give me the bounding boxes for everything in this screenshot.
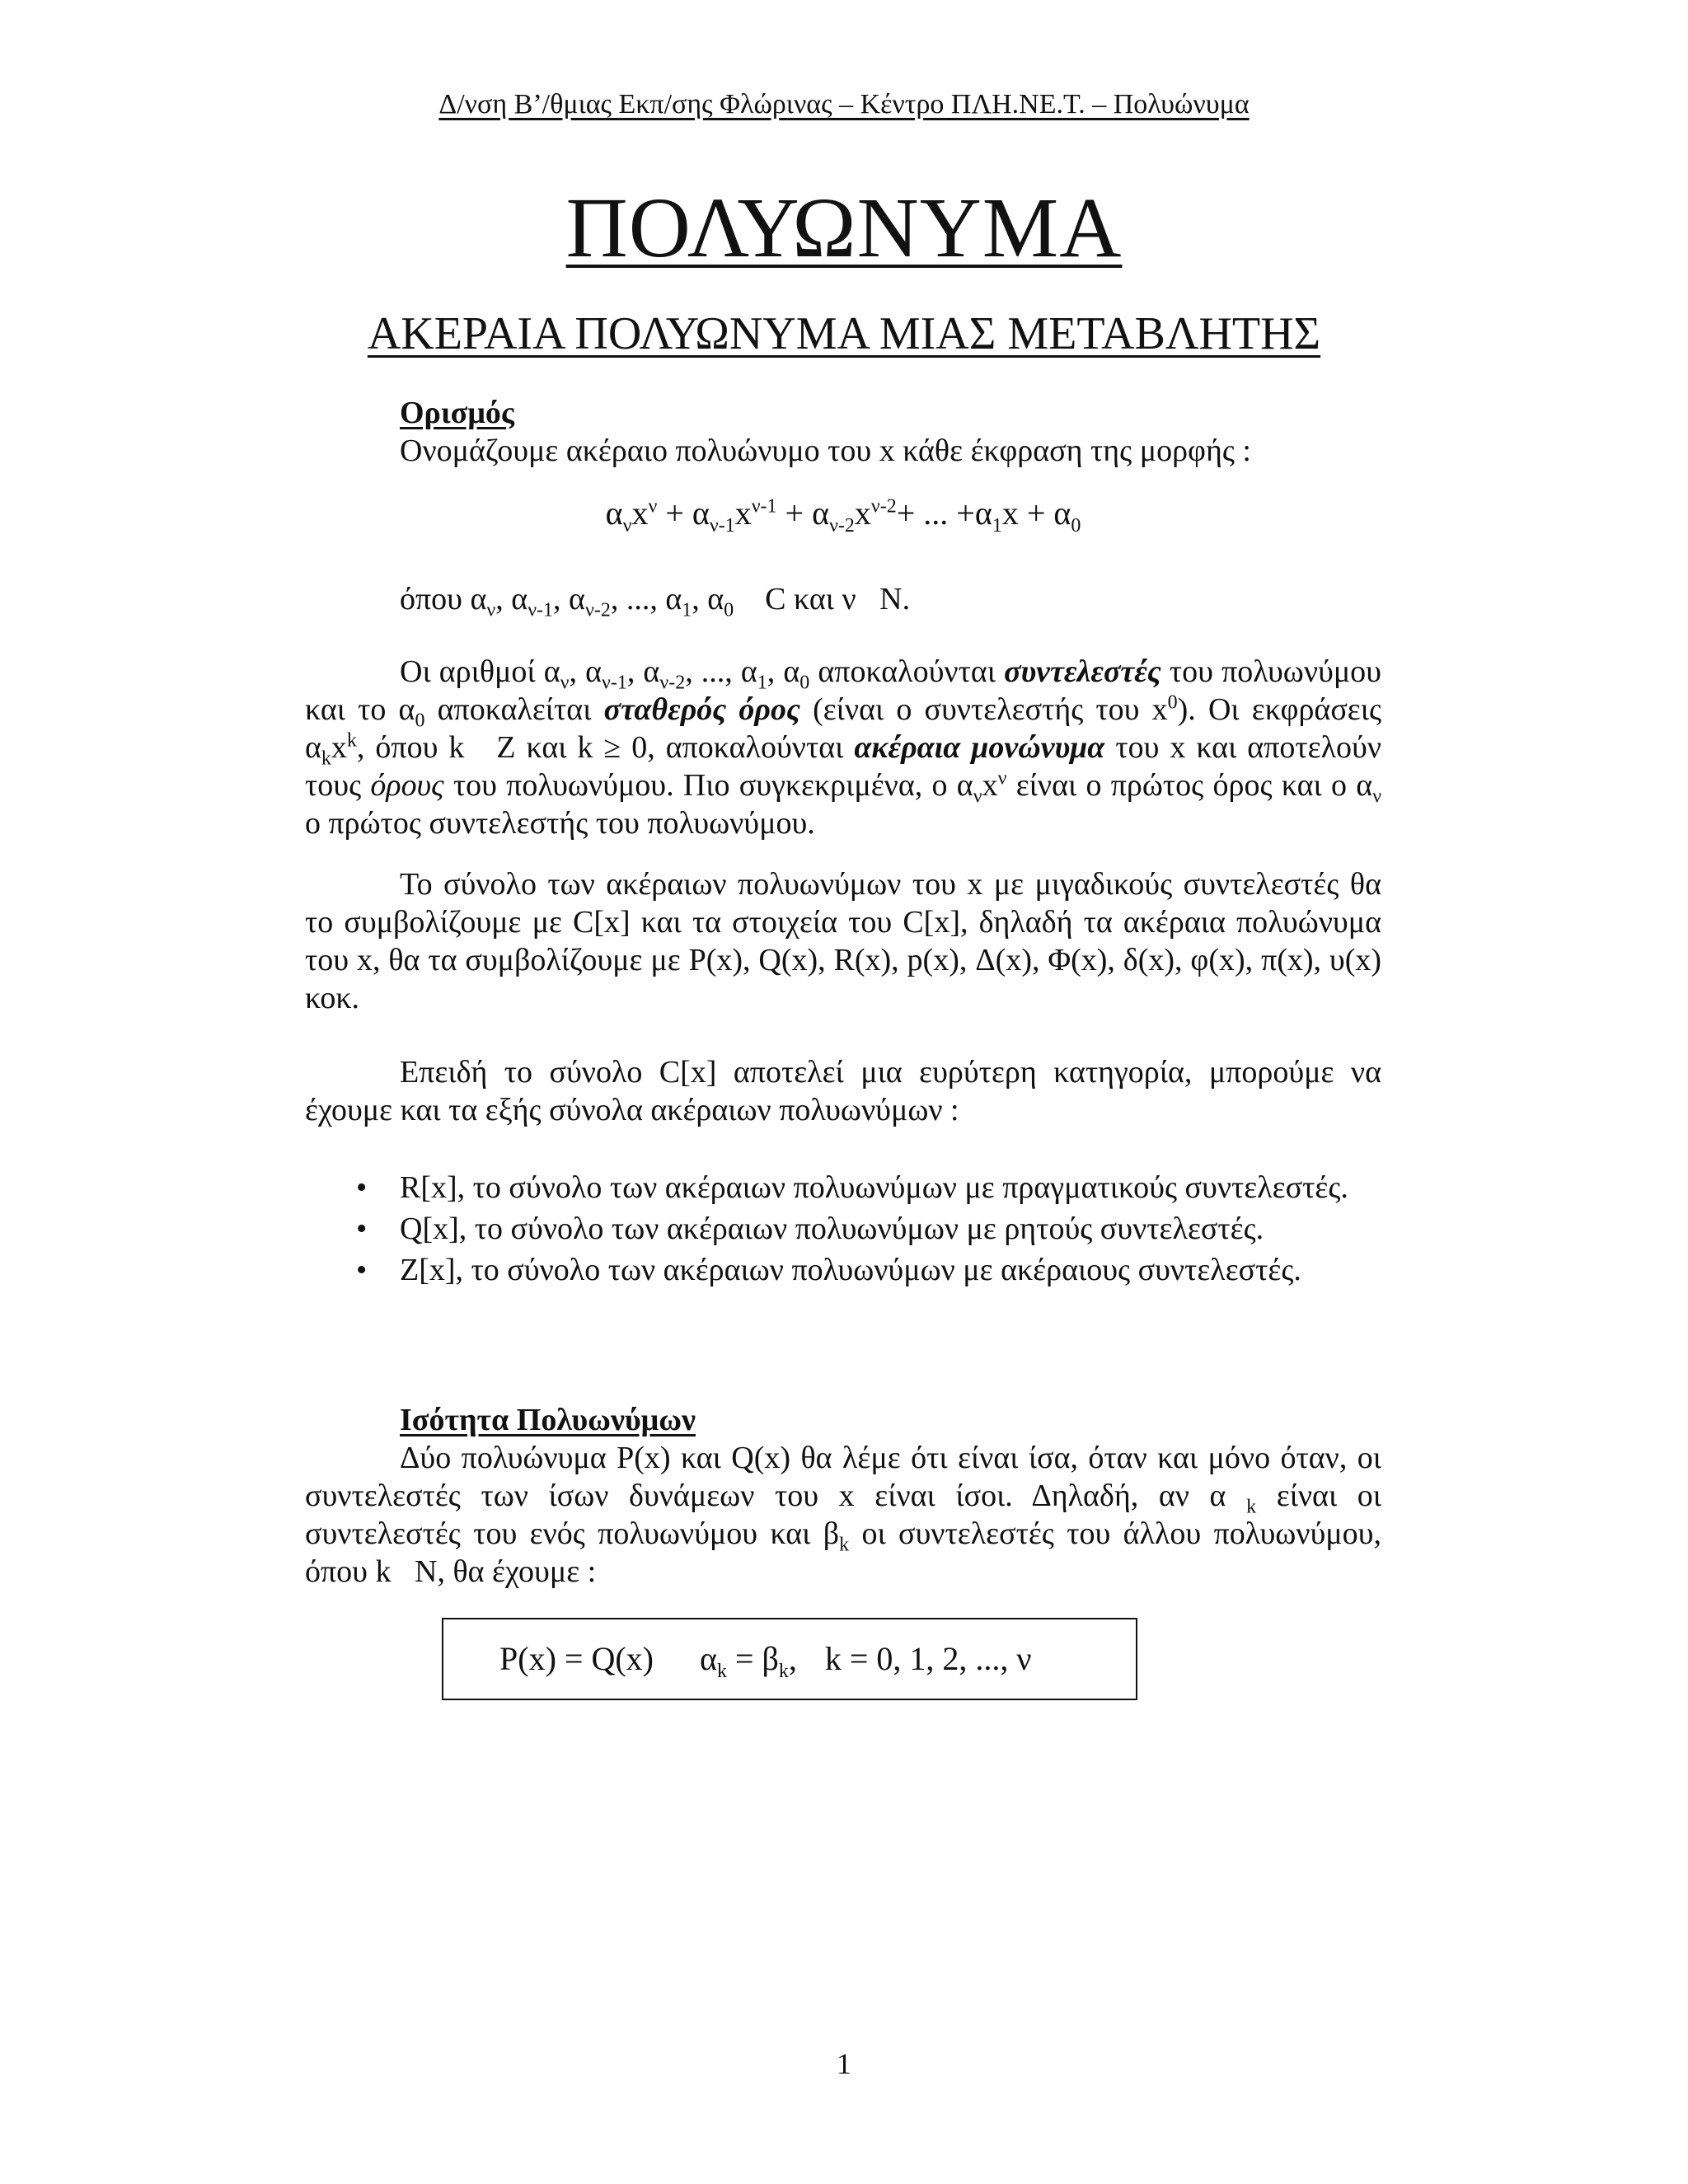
equality-section: Ισότητα Πολυωνύμων Δύο πολυώνυμα P(x) και Q(x) θα λέμε ότι είναι ίσα, όταν και μόνο όταν, οι συντελεστές των ίσων δυνάμεων του x είναι ίσοι. Δηλαδή, αν α $_k$ είναι οι συντελεστές του ενός πολυωνύμου και $\beta_k$ οι συντελεστές του άλλου πολυωνύμου, όπου k N, θα έχουμε :: [305, 1403, 1382, 1589]
box-alpha: α: [699, 1640, 717, 1677]
bullet-icon: •: [356, 1170, 368, 1205]
where-prefix: όπου: [400, 582, 462, 616]
definition-intro: Ονομάζουμε ακέραιο πολυώνυμο του x κάθε έκφραση της μορφής :: [400, 434, 1251, 468]
term-terms: όρους: [370, 768, 444, 803]
list-item: [305, 1251, 1381, 1289]
p1-text-g: , όπου k: [356, 730, 465, 765]
where-end: N.: [879, 582, 911, 616]
list-item-text: Q[x], το σύνολο των ακέραιων πολυωνύμων με ρητούς συντελεστές.: [400, 1212, 1264, 1246]
term-coefficients: συντελεστές: [1004, 654, 1161, 689]
list-item: [305, 1210, 1381, 1248]
general-polynomial-formula: $\alpha_\nu x^\nu + \alpha_{\nu-1}x^{\nu-1} + \alpha_{\nu-2}x^{\nu-2}+$ ... $+\alpha_1x + \alpha_0$: [605, 494, 1081, 537]
definition-paragraph-3: [305, 1053, 1381, 1129]
p1-text-k: είναι ο πρώτος όρος και ο: [1015, 768, 1347, 803]
p1-text-l: ο πρώτος συντελεστής του πολυωνύμου.: [305, 806, 815, 841]
p1-text-b: αποκαλούνται: [818, 654, 996, 689]
definition-paragraph-2: [305, 865, 1381, 1017]
page-title: ΠΟΛΥΩΝΥΜΑ: [565, 180, 1123, 275]
p1-text-f: ). Οι εκφράσεις: [1177, 692, 1382, 727]
bullet-icon: •: [356, 1212, 368, 1246]
box-comma: ,: [788, 1640, 797, 1677]
equality-text-a: Δύο πολυώνυμα P(x) και Q(x) θα λέμε ότι είναι ίσα, όταν και μόνο όταν, οι συντελεστές των ίσων δυνάμεων του x είναι ίσοι. Δηλαδή, αν α: [305, 1441, 1381, 1513]
page-header: Δ/νση Β’/θμιας Εκπ/σης Φλώρινας – Κέντρο ΠΛΗ.ΝΕ.Τ. – Πολυώνυμα: [438, 89, 1250, 120]
where-mid: C και ν: [765, 582, 856, 616]
p1-text-i: του x και αποτελούν τους: [305, 730, 1382, 803]
term-monomials: ακέραια μονώνυμα: [854, 730, 1105, 765]
p1-text-e: (είναι ο συντελεστής του x: [813, 692, 1168, 727]
page-number: 1: [837, 2047, 851, 2080]
equality-heading: Ισότητα Πολυωνύμων: [400, 1403, 696, 1437]
box-beta: = β: [726, 1640, 779, 1677]
p1-text-d: αποκαλείται: [437, 692, 592, 727]
p1-text-a: Οι αριθμοί: [400, 654, 536, 689]
p1-text-h: Z και k ≥ 0, αποκαλούνται: [496, 730, 844, 765]
p3-text: Επειδή το σύνολο C[x] αποτελεί μια ευρύτερη κατηγορία, μπορούμε να έχουμε και τα εξής σύνολα ακέραιων πολυωνύμων :: [305, 1055, 1381, 1127]
p1-text-c: του πολυωνύμου και το: [305, 654, 1382, 727]
section-title: ΑΚΕΡΑΙΑ ΠΟΛΥΩΝΥΜΑ ΜΙΑΣ ΜΕΤΑΒΛΗΤΗΣ: [367, 308, 1321, 359]
list-item: [305, 1169, 1381, 1207]
definition-section: [305, 394, 1381, 470]
box-right: k = 0, 1, 2, ..., ν: [824, 1640, 1032, 1677]
bullet-icon: •: [356, 1253, 368, 1287]
equality-text-d: N, θα έχουμε :: [415, 1554, 597, 1589]
definition-paragraph-1: Οι αριθμοί $\alpha_\nu$, $\alpha_{\nu-1}$, $\alpha_{\nu-2}$, ..., $\alpha_1$, $\alpha_0$ αποκαλούνται συντελεστές του πολυωνύμου και το $\alpha_0$ αποκαλείται σταθερός όρος (είναι ο συντελεστής του $x^0$). Οι εκφράσεις $\alpha_kx^k$, όπου k Z και k ≥ 0, αποκαλούνται ακέραια μονώνυμα του x και αποτελούν τους όρους του πολυωνύμου. Πιο συγκεκριμένα, ο $\alpha_\nu x^\nu$ είναι ο πρώτος όρος και ο $\alpha_\nu$ ο πρώτος συντελεστής του πολυωνύμου.: [305, 654, 1382, 841]
polynomial-sets-list: [305, 1169, 1381, 1289]
term-constant: σταθερός όρος: [603, 692, 800, 727]
list-item-text: Z[x], το σύνολο των ακέραιων πολυωνύμων με ακέραιους συντελεστές.: [400, 1253, 1301, 1287]
equality-formula-box: P(x) = Q(x) $\alpha_k = \beta_k$, k = 0, 1, 2, ..., ν: [442, 1618, 1137, 1700]
coefficients-domain: όπου $\alpha_\nu$, $\alpha_{\nu-1}$, $\alpha_{\nu-2}$, ..., $\alpha_1$, $\alpha_0$ C και ν N.: [400, 582, 911, 621]
definition-heading: Ορισμός: [400, 396, 514, 430]
equality-text-b: είναι οι συντελεστές του ενός πολυωνύμου και β: [305, 1479, 1382, 1551]
box-left: P(x) = Q(x): [499, 1640, 654, 1677]
list-item-text: R[x], το σύνολο των ακέραιων πολυωνύμων με πραγματικούς συντελεστές.: [400, 1170, 1348, 1205]
equality-text-c: οι συντελεστές του άλλου πολυωνύμου, όπου k: [305, 1516, 1381, 1589]
p1-text-j: του πολυωνύμου. Πιο συγκεκριμένα, ο: [452, 768, 948, 803]
p2-text: Το σύνολο των ακέραιων πολυωνύμων του x με μιγαδικούς συντελεστές θα το συμβολίζουμε με C[x] και τα στοιχεία του C[x], δηλαδή τα ακέραια πολυώνυμα του x, θα τα συμβολίζουμε με P(x), Q(x), R(x), p(x), Δ(x), Φ(x), δ(x), φ(x), π(x), υ(x) κοκ.: [305, 867, 1381, 1015]
